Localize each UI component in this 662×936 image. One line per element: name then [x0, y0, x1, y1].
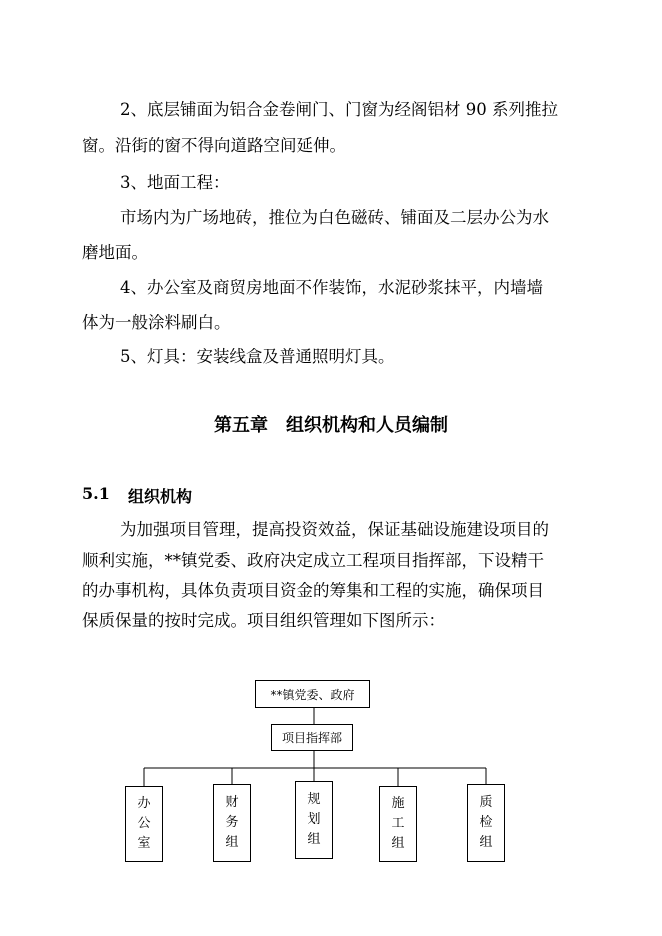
org-dept-finance: [213, 784, 251, 862]
section-body-line1: 为加强项目管理，提高投资效益，保证基础设施建设项目的: [120, 520, 549, 539]
para-3-line1: 3、地面工程：: [120, 173, 230, 192]
org-dept-char: 组: [307, 832, 321, 847]
org-dept-office: [125, 786, 163, 862]
org-dept-char: 规: [307, 792, 321, 807]
org-top-label: **镇党委、政府: [270, 687, 355, 702]
section-body-line2: 顺利实施，**镇党委、政府决定成立工程项目指挥部，下设精干: [82, 551, 544, 570]
para-2-line1: 2、底层铺面为铝合金卷闸门、门窗为经阁铝材 90 系列推拉: [120, 100, 558, 119]
para-2-line2: 窗。沿街的窗不得向道路空间延伸。: [82, 136, 346, 155]
org-dept-char: 施: [391, 796, 405, 811]
org-dept-char: 组: [391, 836, 405, 851]
org-dept-char: 室: [137, 836, 151, 851]
org-dept-quality: [467, 784, 505, 862]
chapter-title: 第五章 组织机构和人员编制: [214, 415, 448, 436]
org-dept-char: 质: [479, 795, 493, 810]
org-dept-planning: [295, 781, 333, 859]
section-body-line3: 的办事机构，具体负责项目资金的筹集和工程的实施，确保项目: [82, 581, 544, 600]
org-dept-char: 检: [479, 815, 493, 830]
section-body-line4: 保质保量的按时完成。项目组织管理如下图所示：: [82, 611, 445, 630]
org-dept-char: 组: [479, 835, 493, 850]
org-dept-construction: [379, 786, 417, 862]
org-middle-box: [271, 724, 353, 751]
org-dept-char: 公: [137, 816, 151, 831]
para-3b-line1: 市场内为广场地砖，推位为白色磁砖、铺面及二层办公为水: [120, 208, 549, 227]
org-dept-char: 组: [225, 835, 239, 850]
para-3b-line2: 磨地面。: [82, 243, 148, 262]
org-dept-char: 务: [225, 815, 239, 830]
org-top-box: [255, 680, 370, 708]
org-dept-char: 办: [137, 796, 151, 811]
org-dept-char: 划: [307, 812, 321, 827]
section-title: 组织机构: [128, 487, 193, 506]
section-number: 5.1: [82, 484, 110, 503]
para-5-line1: 5、灯具：安装线盒及普通照明灯具。: [120, 347, 395, 366]
para-4-line1: 4、办公室及商贸房地面不作装饰，水泥砂浆抹平，内墙墙: [120, 278, 543, 297]
org-dept-char: 财: [225, 795, 239, 810]
para-4-line2: 体为一般涂料刷白。: [82, 313, 231, 332]
org-dept-char: 工: [391, 816, 405, 831]
org-middle-label: 项目指挥部: [281, 731, 342, 745]
